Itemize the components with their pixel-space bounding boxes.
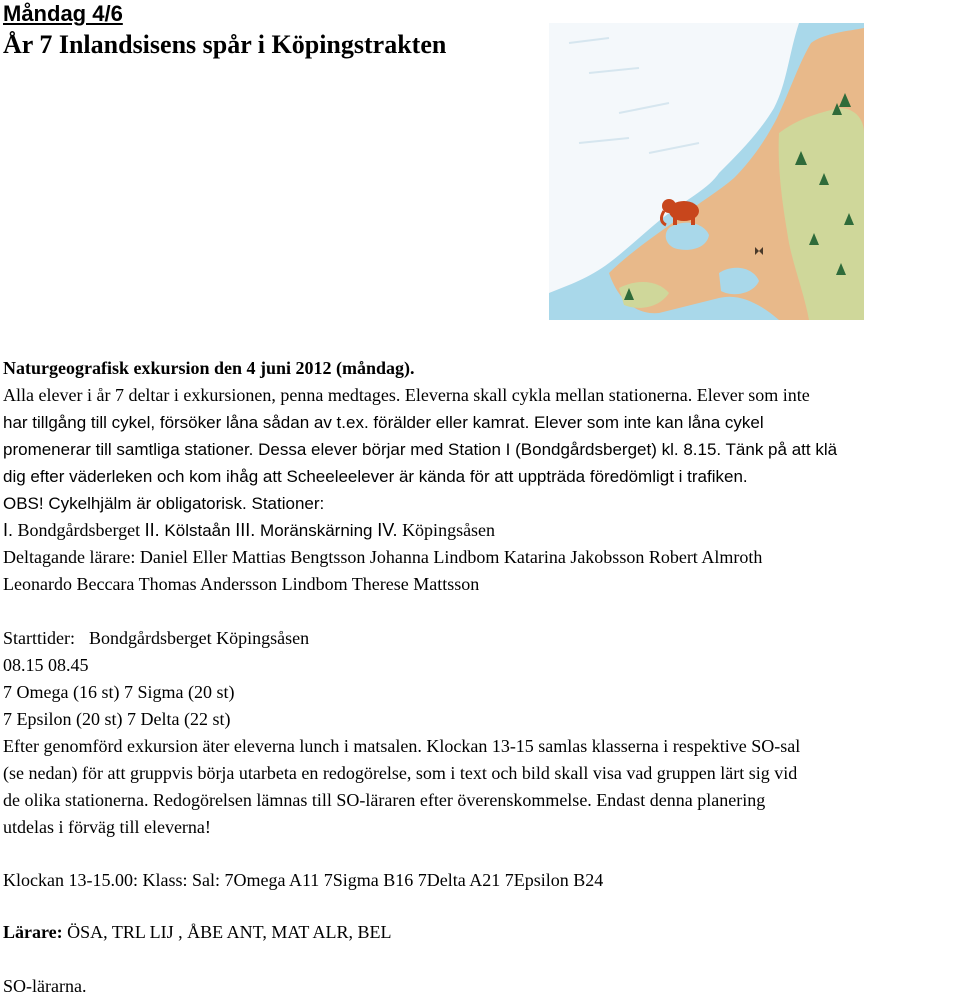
page-title: År 7 Inlandsisens spår i Köpingstrakten (3, 30, 447, 59)
teachers-line-2: Leonardo Beccara Thomas Andersson Lindbom Therese Mattsson (3, 574, 480, 594)
schedule-header (3, 625, 958, 652)
schedule-groups-2: 7 Epsilon (20 st) 7 Delta (22 st) (3, 709, 231, 729)
schedule-times: 08.15 08.45 (3, 655, 89, 675)
signoff: SO-lärarna. (3, 976, 87, 996)
intro-line-2: har tillgång till cykel, försöker låna sådan av t.ex. förälder eller kamrat. Elever som inte kan låna cykel (3, 413, 764, 432)
teachers-line-1: Deltagande lärare: Daniel Eller Mattias Bengtsson Johanna Lindbom Katarina Jakobsson Robert Almroth (3, 547, 763, 567)
station-name-4: Köpingsåsen (397, 520, 496, 540)
intro-line-1: Alla elever i år 7 deltar i exkursionen, penna medtages. Eleverna skall cykla mellan stationerna. Elever som inte (3, 385, 810, 405)
larare-line (3, 919, 958, 946)
intro-line-3: promenerar till samtliga stationer. Dessa elever börjar med Station I (Bondgårdsberget) kl. 8.15. Tänk på att klä (3, 440, 838, 459)
schedule-label: Starttider: (3, 628, 75, 648)
intro-line-5: OBS! Cykelhjälm är obligatorisk. Stationer: (3, 494, 325, 513)
ice-age-map-illustration (549, 23, 864, 320)
stations-list (3, 517, 958, 544)
ice-age-map (549, 23, 864, 320)
intro-section (3, 355, 958, 598)
larare-label: Lärare: (3, 922, 63, 942)
intro-heading: Naturgeografisk exkursion den 4 juni 2012 (måndag). (3, 358, 415, 378)
after-line-1: Efter genomförd exkursion äter eleverna lunch i matsalen. Klockan 13-15 samlas klasserna i respektive SO-sal (3, 736, 801, 756)
page-date: Måndag 4/6 (3, 1, 123, 26)
station-name-1: Bondgårdsberget (13, 520, 145, 540)
station-number-2: II. (144, 520, 160, 540)
station-name-3: Moränskärning (255, 521, 378, 540)
schedule-section (3, 625, 958, 841)
station-number-3: III. (235, 520, 256, 540)
larare-codes: ÖSA, TRL LIJ , ÅBE ANT, MAT ALR, BEL (62, 922, 392, 942)
after-line-3: de olika stationerna. Redogörelsen lämnas till SO-läraren efter överenskommelse. Endast denna planering (3, 790, 766, 810)
after-line-4: utdelas i förväg till eleverna! (3, 817, 211, 837)
rooms-line: Klockan 13-15.00: Klass: Sal: 7Omega A11 7Sigma B16 7Delta A21 7Epsilon B24 (3, 870, 604, 890)
schedule-groups-1: 7 Omega (16 st) 7 Sigma (20 st) (3, 682, 235, 702)
station-number-1: I. (3, 520, 14, 540)
after-line-2: (se nedan) för att gruppvis börja utarbeta en redogörelse, som i text och bild skall visa vad gruppen lärt sig vid (3, 763, 798, 783)
station-number-4: IV. (377, 520, 398, 540)
station-name-2: Kölstaån (159, 521, 236, 540)
schedule-places: Bondgårdsberget Köpingsåsen (88, 628, 310, 648)
intro-line-4: dig efter väderleken och kom ihåg att Scheeleelever är kända för att uppträda föredömligt i trafiken. (3, 467, 748, 486)
